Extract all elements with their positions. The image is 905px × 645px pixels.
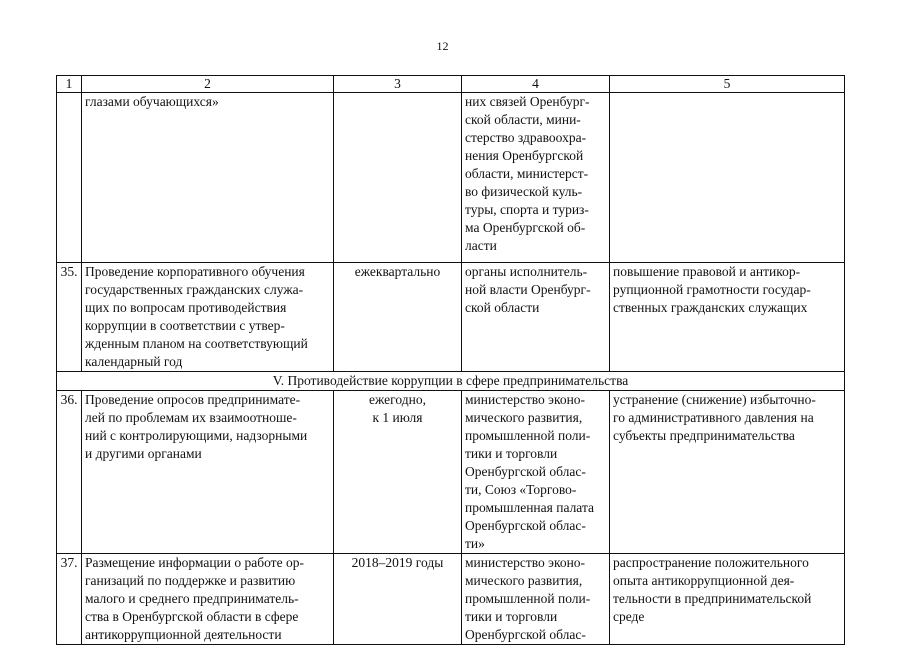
executors-cell: них связей Оренбург- ской области, мини- стерство здравоохра- нения Оренбургской области, министерст- во физической куль- туры, спорта и туриз- ма Оренбургской об- ласти: [462, 93, 610, 263]
executors-cell: министерство эконо- мического развития, промышленной поли- тики и торговли Оренбургской облас- ти, Союз «Торгово- промышленная палата Оренбургской облас- ти»: [462, 391, 610, 554]
activity-plan-table: [56, 75, 845, 645]
column-header-3: 3: [334, 76, 462, 93]
activity-cell: Проведение корпоративного обучения государственных гражданских служа- щих по вопросам противодействия коррупции в соответствии с утвер- жденным планом на соответствующий календарный год: [82, 263, 334, 372]
result-cell: распространение положительного опыта антикоррупционной дея- тельности в предпринимательской среде: [610, 554, 845, 645]
table-row-37: [57, 554, 845, 645]
term-cell: ежегодно, к 1 июля: [334, 391, 462, 554]
column-header-1: 1: [57, 76, 82, 93]
row-number-cell: 37.: [57, 554, 82, 645]
activity-cell: Проведение опросов предпринимате- лей по проблемам их взаимоотноше- ний с контролирующими, надзорными и другими органами: [82, 391, 334, 554]
result-cell: [610, 93, 845, 263]
activity-cell: Размещение информации о работе ор- ганизаций по поддержке и развитию малого и среднего предприниматель- ства в Оренбургской области в сфере антикоррупционной деятельности: [82, 554, 334, 645]
section-heading-row: [57, 372, 845, 391]
result-cell: повышение правовой и антикор- рупционной грамотности государ- ственных гражданских служащих: [610, 263, 845, 372]
column-header-4: 4: [462, 76, 610, 93]
page-number: 12: [436, 39, 449, 53]
row-number-cell: 36.: [57, 391, 82, 554]
activity-cell: глазами обучающихся»: [82, 93, 334, 263]
table-row-continued: [57, 93, 845, 263]
table-row-35: [57, 263, 845, 372]
row-number-cell: [57, 93, 82, 263]
section-heading: V. Противодействие коррупции в сфере предпринимательства: [57, 372, 845, 391]
column-number-header-row: [57, 76, 845, 93]
term-cell: ежеквартально: [334, 263, 462, 372]
executors-cell: органы исполнитель- ной власти Оренбург- ской области: [462, 263, 610, 372]
row-number-cell: 35.: [57, 263, 82, 372]
column-header-2: 2: [82, 76, 334, 93]
term-cell: 2018–2019 годы: [334, 554, 462, 645]
result-cell: устранение (снижение) избыточно- го административного давления на субъекты предпринимательства: [610, 391, 845, 554]
table-row-36: [57, 391, 845, 554]
column-header-5: 5: [610, 76, 845, 93]
executors-cell: министерство эконо- мического развития, промышленной поли- тики и торговли Оренбургской облас-: [462, 554, 610, 645]
term-cell: [334, 93, 462, 263]
